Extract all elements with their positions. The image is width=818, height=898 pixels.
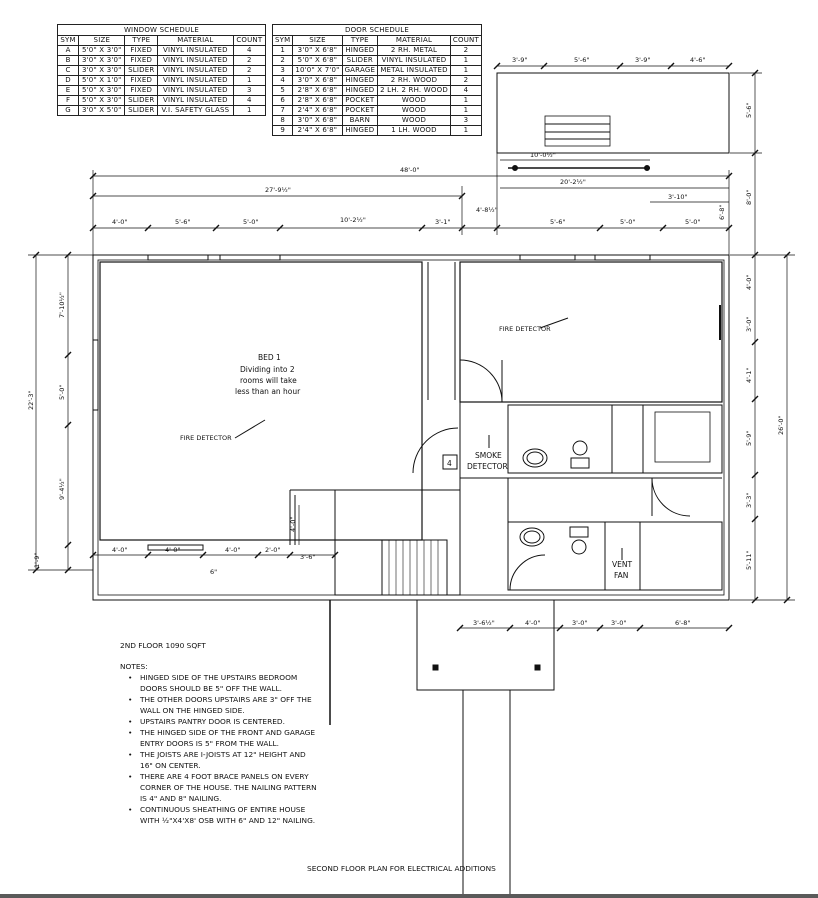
dim-right-3-0: 3'-0"	[745, 316, 753, 332]
table-cell: GARAGE	[342, 66, 378, 76]
door-schedule-header-cell: MATERIAL	[378, 36, 451, 46]
dim-right-8-0: 8'-0"	[745, 189, 753, 205]
dim-top-10-2: 10'-2½"	[340, 216, 366, 224]
table-cell: SLIDER	[125, 96, 158, 106]
dim-mid-4-0: 4'-0"	[289, 516, 297, 532]
table-cell: 4	[450, 86, 481, 96]
table-cell: B	[58, 56, 79, 66]
table-cell: 3'0" X 3'0"	[79, 66, 125, 76]
table-cell: METAL INSULATED	[378, 66, 451, 76]
dim-left-22-3: 22'-3"	[27, 390, 35, 410]
upper-deck	[497, 73, 729, 153]
door-schedule-header-cell: COUNT	[450, 36, 481, 46]
dim-bot-3-6: 3'-6"	[300, 553, 316, 561]
dim-right-6-8: 6'-8"	[718, 204, 726, 220]
table-cell: 3'0" X 6'8"	[293, 116, 342, 126]
room-label-bed-1: BED 1	[258, 353, 281, 362]
floor-area-label: 2ND FLOOR 1090 SQFT	[120, 641, 206, 650]
table-cell: 3	[273, 66, 293, 76]
table-cell: 9	[273, 126, 293, 136]
table-cell: 2	[273, 56, 293, 66]
table-cell: WOOD	[378, 96, 451, 106]
dim-top-5-6a: 5'-6"	[175, 218, 191, 226]
table-cell: 2'8" X 6'8"	[293, 96, 342, 106]
table-cell: VINYL INSULATED	[158, 96, 234, 106]
table-cell: 2'4" X 6'8"	[293, 126, 342, 136]
room-note-line-3: less than an hour	[235, 387, 301, 396]
dim-low-3-6: 3'-6½"	[473, 619, 495, 627]
note-item: • HINGED SIDE OF THE UPSTAIRS BEDROOM DOORS SHOULD BE 5" OFF THE WALL.	[140, 672, 320, 694]
table-cell: 10'0" X 7'0"	[293, 66, 342, 76]
dim-low-4-0: 4'-0"	[525, 619, 541, 627]
table-cell: FIXED	[125, 76, 158, 86]
table-cell: 2 LH. 2 RH. WOOD	[378, 86, 451, 96]
smoke-detector-label-1: SMOKE	[475, 451, 502, 460]
note-item: • THE JOISTS ARE I-JOISTS AT 12" HEIGHT AND 16" ON CENTER.	[140, 749, 320, 771]
table-cell: 4	[233, 96, 265, 106]
table-cell: 2	[450, 76, 481, 86]
table-cell: 2	[233, 56, 265, 66]
upper-bathroom	[508, 405, 643, 473]
note-item: • CONTINUOUS SHEATHING OF ENTIRE HOUSE WITH ½"X4'X8' OSB WITH 6" AND 12" NAILING.	[140, 804, 320, 826]
table-cell: V.I. SAFETY GLASS	[158, 106, 234, 116]
door-schedule-title: DOOR SCHEDULE	[272, 24, 482, 35]
dim-deck-5-6: 5'-6"	[574, 56, 590, 64]
note-item: • THE OTHER DOORS UPSTAIRS ARE 3" OFF THE WALL ON THE HINGED SIDE.	[140, 694, 320, 716]
smoke-detector-label-2: DETECTOR	[467, 462, 508, 471]
dim-overall-width: 48'-0"	[400, 166, 420, 174]
dim-top-5-0b: 5'-0"	[620, 218, 636, 226]
table-cell: 5'0" X 3'0"	[79, 46, 125, 56]
note-item: • THE HINGED SIDE OF THE FRONT AND GARAGE ENTRY DOORS IS 5" FROM THE WALL.	[140, 727, 320, 749]
dim-bot-6: 6"	[210, 568, 218, 576]
table-cell: 3'0" X 3'0"	[79, 56, 125, 66]
dim-right-3-3: 3'-3"	[745, 492, 753, 508]
dim-top-4-0: 4'-0"	[112, 218, 128, 226]
dim-bot-4-0b: 4'-0"	[165, 546, 181, 554]
dim-top-3-1: 3'-1"	[435, 218, 451, 226]
table-cell: 1	[273, 46, 293, 56]
dim-right-5-11: 5'-11"	[745, 550, 753, 570]
window-schedule-header-cell: MATERIAL	[158, 36, 234, 46]
table-cell: VINYL INSULATED	[158, 56, 234, 66]
table-cell: 2 RH. METAL	[378, 46, 451, 56]
dim-top-5-0a: 5'-0"	[243, 218, 259, 226]
dim-deck-3-9a: 3'-9"	[512, 56, 528, 64]
table-cell: 3'0" X 6'8"	[293, 46, 342, 56]
door-tag: 4	[447, 459, 452, 468]
vent-fan-label-2: FAN	[614, 571, 629, 580]
dim-left-5-0: 5'-0"	[58, 384, 66, 400]
table-cell: 1	[450, 96, 481, 106]
dim-top-5-6b: 5'-6"	[550, 218, 566, 226]
dim-3-10: 3'-10"	[668, 193, 688, 201]
porch	[417, 600, 554, 690]
dim-top-4-8: 4'-8½"	[476, 206, 498, 214]
dim-right-5-9: 5'-9"	[745, 430, 753, 446]
table-cell: HINGED	[342, 126, 378, 136]
table-cell: 1	[450, 106, 481, 116]
table-cell: 3	[450, 116, 481, 126]
note-item: • UPSTAIRS PANTRY DOOR IS CENTERED.	[140, 716, 320, 727]
dim-bot-4-0c: 4'-0"	[225, 546, 241, 554]
door-schedule-header-cell: TYPE	[342, 36, 378, 46]
dim-right-5-6: 5'-6"	[745, 102, 753, 118]
table-cell: 3'0" X 6'8"	[293, 76, 342, 86]
table-cell: 2'8" X 6'8"	[293, 86, 342, 96]
table-cell: POCKET	[342, 106, 378, 116]
table-cell: VINYL INSULATED	[378, 56, 451, 66]
table-cell: F	[58, 96, 79, 106]
dim-left-width: 27'-9½"	[265, 186, 291, 194]
table-cell: 3'0" X 5'0"	[79, 106, 125, 116]
dim-low-3-0a: 3'-0"	[572, 619, 588, 627]
table-cell: HINGED	[342, 86, 378, 96]
dim-bot-2-0: 2'-0"	[265, 546, 281, 554]
table-cell: 5'0" X 6'8"	[293, 56, 342, 66]
vent-fan-label-1: VENT	[612, 560, 633, 569]
table-cell: 2	[450, 46, 481, 56]
table-cell: 1	[450, 56, 481, 66]
bedroom-1	[100, 262, 422, 540]
table-cell: E	[58, 86, 79, 96]
table-cell: 2'4" X 6'8"	[293, 106, 342, 116]
table-cell: 5'0" X 3'0"	[79, 86, 125, 96]
window-schedule-header-cell: SYM	[58, 36, 79, 46]
table-cell: FIXED	[125, 86, 158, 96]
notes-block	[120, 640, 320, 826]
table-cell: BARN	[342, 116, 378, 126]
table-cell: 5'0" X 3'0"	[79, 96, 125, 106]
table-cell: D	[58, 76, 79, 86]
window-schedule-header-cell: COUNT	[233, 36, 265, 46]
table-cell: 6	[273, 96, 293, 106]
table-cell: 1	[233, 76, 265, 86]
table-cell: VINYL INSULATED	[158, 86, 234, 96]
dim-top-5-0c: 5'-0"	[685, 218, 701, 226]
table-cell: FIXED	[125, 46, 158, 56]
window-schedule-header-cell: TYPE	[125, 36, 158, 46]
dim-deck-width: 10'-0½"	[530, 151, 556, 159]
dim-left-7-10: 7'-10½"	[58, 292, 66, 318]
table-cell: POCKET	[342, 96, 378, 106]
table-cell: VINYL INSULATED	[158, 66, 234, 76]
table-cell: 1	[233, 106, 265, 116]
door-schedule-header-cell: SYM	[273, 36, 293, 46]
notes-list	[120, 672, 320, 826]
dim-right-4-1: 4'-1"	[745, 367, 753, 383]
table-cell: 8	[273, 116, 293, 126]
table-cell: SLIDER	[125, 66, 158, 76]
window-schedule-title: WINDOW SCHEDULE	[57, 24, 266, 35]
table-cell: 7	[273, 106, 293, 116]
table-cell: A	[58, 46, 79, 56]
dim-right-4-0: 4'-0"	[745, 274, 753, 290]
table-cell: HINGED	[342, 46, 378, 56]
dim-deck-4-6: 4'-6"	[690, 56, 706, 64]
table-cell: 5	[273, 86, 293, 96]
table-cell: 3	[233, 86, 265, 96]
table-cell: WOOD	[378, 106, 451, 116]
table-cell: 1	[450, 66, 481, 76]
room-note-line-2: rooms will take	[240, 376, 297, 385]
table-cell: VINYL INSULATED	[158, 46, 234, 56]
table-cell: SLIDER	[125, 106, 158, 116]
dim-low-6-8: 6'-8"	[675, 619, 691, 627]
table-cell: WOOD	[378, 116, 451, 126]
table-cell: SLIDER	[342, 56, 378, 66]
bottom-border	[0, 894, 818, 898]
table-cell: FIXED	[125, 56, 158, 66]
table-cell: 1 LH. WOOD	[378, 126, 451, 136]
dim-low-3-0b: 3'-0"	[611, 619, 627, 627]
table-cell: 5'0" X 1'0"	[79, 76, 125, 86]
table-cell: 1	[450, 126, 481, 136]
fire-detector-label-1: FIRE DETECTOR	[180, 434, 232, 442]
fire-detector-label-2: FIRE DETECTOR	[499, 325, 551, 333]
table-cell: 4	[233, 46, 265, 56]
table-cell: 2	[233, 66, 265, 76]
dim-left-1-9: 1'-9"	[33, 552, 41, 568]
table-cell: 4	[273, 76, 293, 86]
dim-right-upper: 20'-2½"	[560, 178, 586, 186]
room-note-line-1: Dividing into 2	[240, 365, 295, 374]
table-cell: 2 RH. WOOD	[378, 76, 451, 86]
door-schedule-header-cell: SIZE	[293, 36, 342, 46]
note-item: • THERE ARE 4 FOOT BRACE PANELS ON EVERY CORNER OF THE HOUSE. THE NAILING PATTERN IS 4" AND 8" NAILING.	[140, 771, 320, 804]
table-cell: G	[58, 106, 79, 116]
table-cell: C	[58, 66, 79, 76]
dim-right-26-0: 26'-0"	[777, 415, 785, 435]
notes-heading: NOTES:	[120, 662, 148, 671]
stairwell	[335, 490, 460, 595]
dim-bot-4-0a: 4'-0"	[112, 546, 128, 554]
table-cell: VINYL INSULATED	[158, 76, 234, 86]
window-schedule-header-cell: SIZE	[79, 36, 125, 46]
dim-left-9-4: 9'-4½"	[58, 478, 66, 500]
dim-deck-3-9b: 3'-9"	[635, 56, 651, 64]
table-cell: HINGED	[342, 76, 378, 86]
drawing-caption: SECOND FLOOR PLAN FOR ELECTRICAL ADDITIONS	[307, 864, 496, 873]
